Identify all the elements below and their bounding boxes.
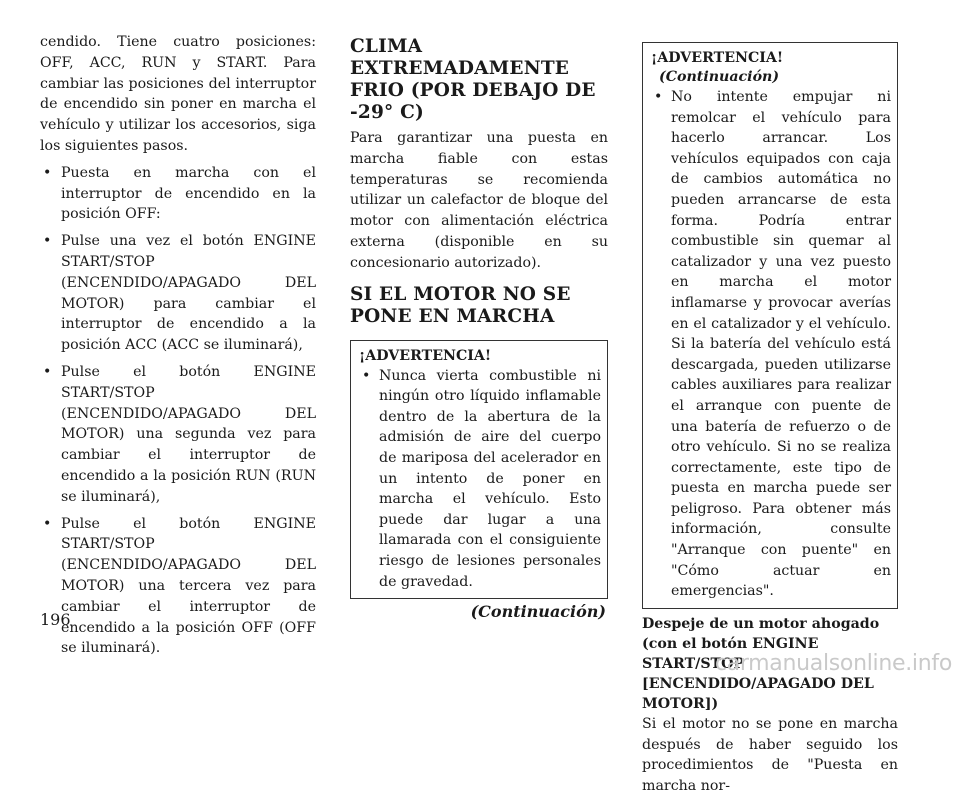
warning-box <box>350 340 608 600</box>
column-middle <box>350 32 608 623</box>
section-heading-engine-fails: SI EL MOTOR NO SE PONE EN MARCHA <box>350 283 571 327</box>
cold-weather-paragraph: Para garantizar una puesta en marcha fiable con estas temperaturas se recomienda utilizar un calefactor de bloque del motor con alimentación eléctrica externa (disponible en su concesionario autorizado). <box>350 130 608 271</box>
intro-paragraph: cendido. Tiene cuatro posiciones: OFF, ACC, RUN y START. Para cambiar las posiciones del interruptor de encendido sin poner en marcha el vehículo y utilizar los accesorios, siga los siguientes pasos. <box>40 34 316 154</box>
list-item: • Pulse una vez el botón ENGINE START/STOP (ENCENDIDO/APAGADO DEL MOTOR) para cambiar el interruptor de encendido a la posición ACC (ACC se iluminará), <box>40 231 316 356</box>
warning-title: ¡ADVERTENCIA! <box>651 50 784 66</box>
list-item: • Pulse el botón ENGINE START/STOP (ENCENDIDO/APAGADO DEL MOTOR) una tercera vez para cambiar el interruptor de encendido a la posición OFF (OFF se iluminará). <box>40 514 316 660</box>
list-item: • Pulse el botón ENGINE START/STOP (ENCENDIDO/APAGADO DEL MOTOR) una segunda vez para cambiar el interruptor de encendido a la posición RUN (RUN se iluminará), <box>40 362 316 508</box>
column-left <box>40 32 316 665</box>
ignition-steps-list <box>40 163 316 659</box>
warning-list <box>651 87 891 602</box>
column-right <box>642 32 898 797</box>
warning-list <box>359 366 601 593</box>
warning-title-line <box>651 49 891 87</box>
warning-box-continued <box>642 42 898 609</box>
page-number: 196 <box>40 610 71 629</box>
flooded-engine-heading: Despeje de un motor ahogado (con el botón ENGINE START/STOP [ENCENDIDO/APAGADO DEL MOTOR]) <box>642 615 880 712</box>
watermark: carmanualsonline.info <box>714 651 952 676</box>
warning-continuation-label: (Continuación) <box>659 69 780 85</box>
warning-title: ¡ADVERTENCIA! <box>359 347 492 364</box>
continuation-label: (Continuación) <box>470 602 606 622</box>
warning-item: • No intente empujar ni remolcar el vehículo para hacerlo arrancar. Los vehículos equipados con caja de cambios automática no pueden arrancarse de esta forma. Podría entrar combustible sin quemar al catalizador y una vez puesto en marcha el motor inflamarse y provocar averías en el catalizador y el vehículo. Si la batería del vehículo está descargada, pueden utilizarse cables auxiliares para realizar el arranque con puente de una batería de refuerzo o de otro vehículo. Si no se realiza correctamente, este tipo de puesta en marcha puede ser peligroso. Para obtener más información, consulte "Arranque con puente" en "Cómo actuar en emergencias". <box>651 87 891 602</box>
list-item: • Puesta en marcha con el interruptor de encendido en la posición OFF: <box>40 163 316 225</box>
section-heading-cold-weather: CLIMA EXTREMADAMENTE FRIO (POR DEBAJO DE -29° C) <box>350 36 596 123</box>
flooded-engine-paragraph: Si el motor no se pone en marcha después de haber seguido los procedimientos de "Puesta en marcha nor- <box>642 715 898 795</box>
warning-item: • Nunca vierta combustible ni ningún otro líquido inflamable dentro de la abertura de la admisión de aire del cuerpo de mariposa del acelerador en un intento de poner en marcha el vehículo. Esto puede dar lugar a una llamarada con el consiguiente riesgo de lesiones personales de gravedad. <box>359 366 601 593</box>
